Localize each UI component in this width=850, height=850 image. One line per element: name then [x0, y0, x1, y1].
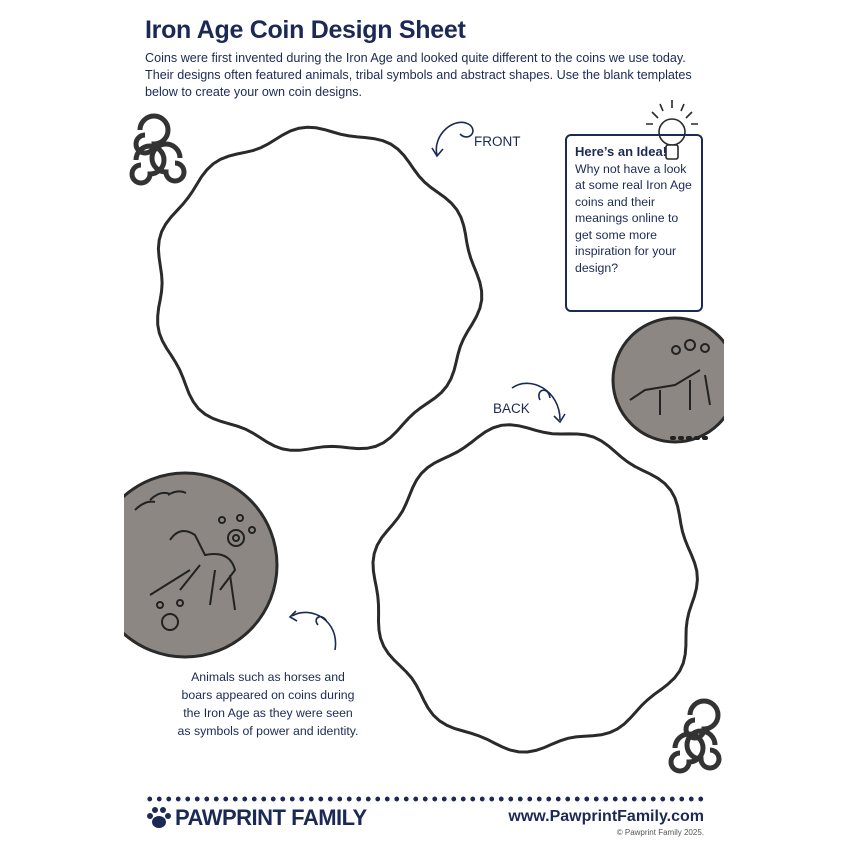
page-title: Iron Age Coin Design Sheet	[145, 16, 466, 44]
back-coin-template	[373, 425, 697, 752]
idea-box	[565, 134, 703, 312]
paw-icon	[145, 806, 171, 830]
horse-coin-image-right	[613, 318, 737, 442]
website-link[interactable]: www.PawprintFamily.com	[508, 808, 704, 825]
copyright-text: © Pawprint Family 2025.	[616, 828, 704, 837]
horse-coin-image-left	[93, 473, 277, 657]
spiral-icon-top-left	[132, 116, 184, 183]
back-label: BACK	[493, 401, 530, 416]
front-coin-template	[158, 127, 482, 450]
animals-caption: Animals such as horses and boars appeared on coins during the Iron Age as they were seen as symbols of power and identity.	[177, 670, 359, 738]
idea-body: Why not have a look at some real Iron Age coins and their meanings online to get some more inspiration for your design?	[575, 161, 692, 275]
brand-logo	[145, 805, 367, 831]
brand-name: PAWPRINT FAMILY	[175, 805, 367, 830]
intro-text: Coins were first invented during the Iron Age and looked quite different to the coins we use today. Their designs often featured animals, tribal symbols and abstract shapes. Use the blank templates below to create your own coin designs.	[145, 51, 692, 99]
spiral-icon-bottom-right	[671, 701, 719, 771]
front-arrow-icon	[432, 122, 473, 156]
idea-heading: Here’s an Idea!	[575, 144, 668, 159]
caption-arrow-icon	[290, 611, 336, 650]
dotted-divider	[145, 796, 705, 802]
front-label: FRONT	[474, 134, 521, 149]
